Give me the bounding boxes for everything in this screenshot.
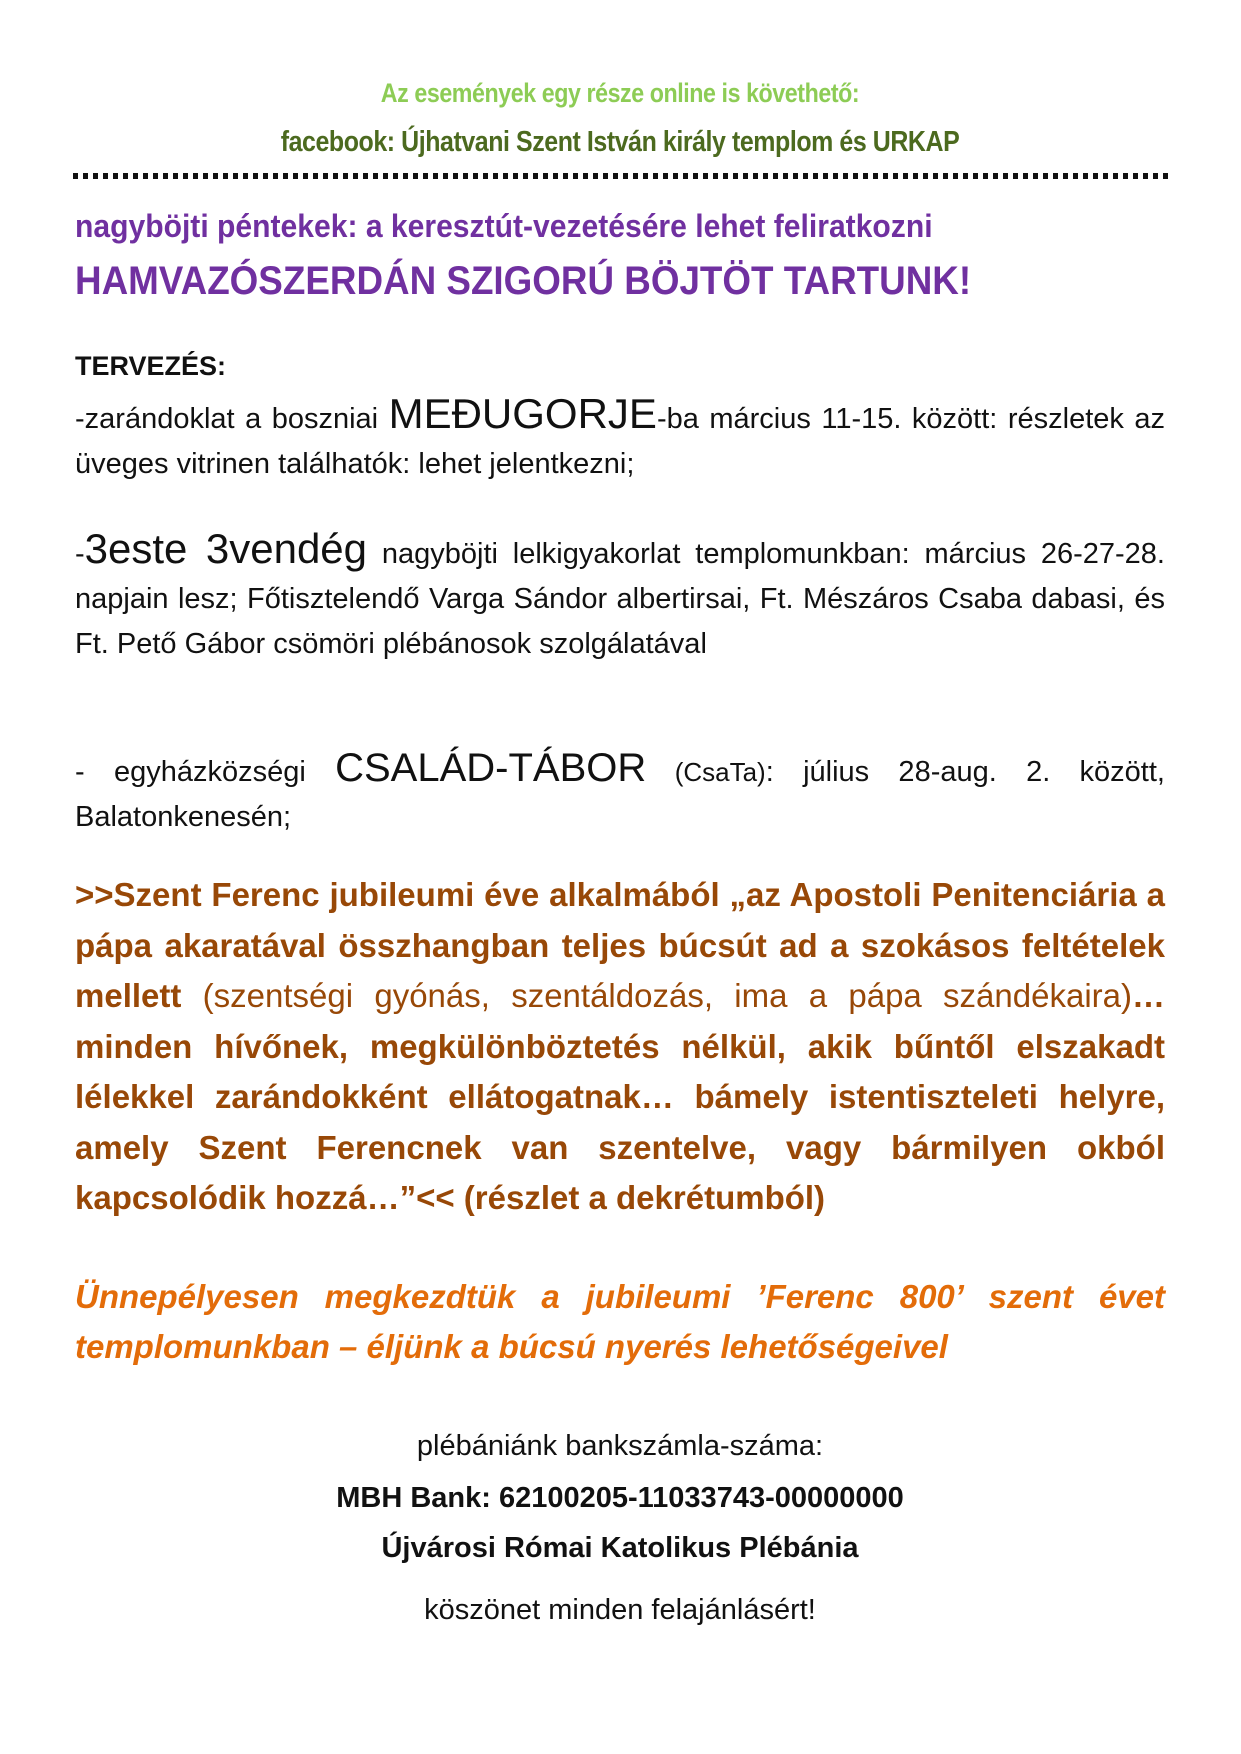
facebook-line: facebook: Újhatvani Szent István király templom és URKAP [280,126,960,158]
ash-wednesday-fast-note: HAMVAZÓSZERDÁN SZIGORÚ BÖJTÖT TARTUNK! [75,259,972,303]
retreat-paragraph [75,526,1165,667]
account-holder: Újvárosi Római Katolikus Plébánia [381,1532,859,1564]
pilgrimage-place: MEĐUGORJE [388,390,657,437]
lent-fridays-note: nagyböjti péntekek: a keresztút-vezetésére lehet feliratkozni [75,208,933,244]
thanks-note: köszönet minden felajánlásért! [424,1594,816,1626]
camp-paragraph [75,746,1165,840]
dotted-divider [73,173,1169,179]
bank-label: plébániánk bankszámla-száma: [416,1430,824,1462]
jubilee-highlight: Ünnepélyesen megkezdtük a jubileumi ’Ferenc 800’ szent évet templomunkban – éljünk a búcsú nyerés lehetőségeivel [75,1278,1165,1365]
pilgrimage-prefix: -zarándoklat a boszniai [75,403,389,435]
online-note: Az események egy része online is követhető: [380,78,860,108]
decree-part-1: >>Szent Ferenc jubileumi éve alkalmából „az Apostoli Penitenciária a pápa akaratával összhangban teljes búcsút ad a szokásos feltételek mellett [75,876,1165,1014]
retreat-title: 3este 3vendég [84,525,368,572]
retreat-dash: - [75,538,85,570]
camp-title: CSALÁD-TÁBOR [335,746,647,790]
pilgrimage-paragraph [75,391,1165,487]
bank-account: MBH Bank: 62100205-11033743-00000000 [336,1482,904,1514]
camp-prefix: - egyházközségi [75,756,336,788]
camp-suffix: : július 28-aug. 2. között, Balatonkenesén; [75,756,1165,833]
planning-title: TERVEZÉS: [75,351,227,381]
camp-abbr: (CsaTa) [646,757,766,787]
jubilee-decree-quote [75,870,1165,1224]
decree-part-2: … minden hívőnek, megkülönböztetés nélkül, akik bűntől elszakadt lélekkel zarándokként ellátogatnak… bámely istentiszteleti helyre, amely Szent Ferencnek van szentelve, vagy bármilyen okból kapcsolódik hozzá…”<< (részlet a dekrétumból) [75,977,1165,1216]
pilgrimage-suffix: -ba március 11-15. között: részletek az üveges vitrinen találhatók: lehet jelentkezni; [75,403,1165,480]
decree-conditions: (szentségi gyónás, szentáldozás, ima a pápa szándékaira) [181,977,1132,1014]
retreat-text: nagyböjti lelkigyakorlat templomunkban: március 26-27-28. napjain lesz; Főtisztelendő Varga Sándor albertirsai, Ft. Mészáros Csaba dabasi, és Ft. Pető Gábor csömöri plébánosok szolgálatával [75,538,1165,660]
